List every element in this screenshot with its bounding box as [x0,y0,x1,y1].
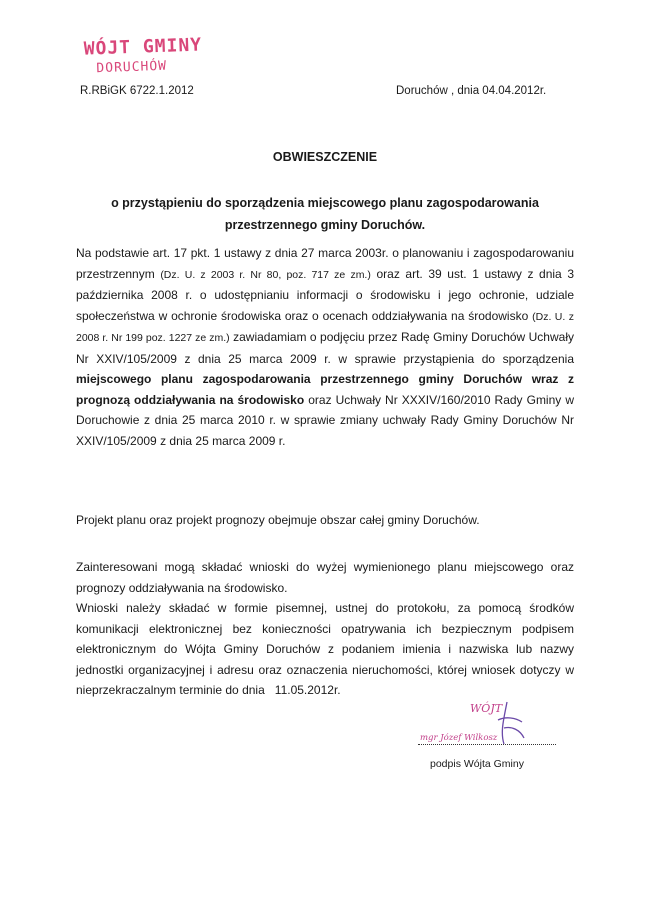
office-stamp [83,33,234,76]
p3-deadline: 11.05.2012r. [274,683,341,697]
document-subtitle [60,192,590,236]
p1-ref-2: (Dz. U. z 2008 r. Nr 199 poz. 1227 ze zm.) [76,310,574,344]
paragraph-legal-basis [76,243,574,451]
p1-bold-text: miejscowego planu zagospodarowania przestrzennego gminy Doruchów wraz z prognozą oddziaływania na środowisko [76,372,574,407]
signature-label: podpis Wójta Gminy [430,758,524,770]
stamp-line-2: DORUCHÓW [96,58,168,77]
signature-stamp-title: WÓJT [470,702,503,715]
p1-text-1: Na podstawie art. 17 pkt. 1 ustawy z dnia 27 marca 2003r. o planowaniu i zagospodarowaniu przestrzennym [76,246,574,281]
paragraph-scope: Projekt planu oraz projekt prognozy obejmuje obszar całej gminy Doruchów. [76,513,480,527]
p3-line-1: Zainteresowani mogą składać wnioski do wyżej wymienionego planu miejscowego oraz prognozy oddziaływania na środowisko. [76,560,574,595]
subtitle-line-1: o przystąpieniu do sporządzenia miejscowego planu zagospodarowania [111,196,539,210]
paragraph-submissions [76,557,574,701]
signature-stamp-name: mgr Józef Wilkosz [420,733,498,743]
stamp-line-1: WÓJT GMINY [83,34,203,60]
p1-text-4: oraz Uchwały Nr XXXIV/160/2010 Rady Gminy w Doruchowie z dnia 25 marca 2010 r. w sprawie zmiany uchwały Rady Gminy Doruchów Nr XXIV/105/2009 z dnia 25 marca 2009 r. [76,392,574,448]
p3-line-2 [76,598,574,701]
signature-line [418,742,556,745]
p1-text-3: zawiadamiam o podjęciu przez Radę Gminy Doruchów Uchwały Nr XXIV/105/2009 z dnia 25 marca 2009 r. w sprawie przystąpienia do sporządzenia [76,330,574,366]
document-date: Doruchów , dnia 04.04.2012r. [396,85,547,97]
p3-text: Wnioski należy składać w formie pisemnej, ustnej do protokołu, za pomocą środków komunikacji elektronicznej bez konieczności opatrywania ich bezpiecznym podpisem elektronicznym do Wójta Gminy Doruchów z podaniem imienia i nazwiska lub nazwy jednostki organizacyjnej i adresu oraz oznaczenia nieruchomości, której wniosek dotyczy w nieprzekraczalnym terminie do dnia [76,601,574,697]
document-title: OBWIESZCZENIE [272,150,378,164]
signature-mark [412,698,562,748]
reference-number: R.RBiGK 6722.1.2012 [80,85,194,97]
subtitle-line-2: przestrzennego gminy Doruchów. [224,218,426,232]
p1-text-2: oraz art. 39 ust. 1 ustawy z dnia 3 października 2008 r. o udostępnianiu informacji o środowisku i jego ochronie, udziale społeczeństwa w ochronie środowiska oraz o ocenach oddziaływania na środowisko [76,266,575,323]
p1-ref-1: (Dz. U. z 2003 r. Nr 80, poz. 717 ze zm.) [160,268,371,281]
